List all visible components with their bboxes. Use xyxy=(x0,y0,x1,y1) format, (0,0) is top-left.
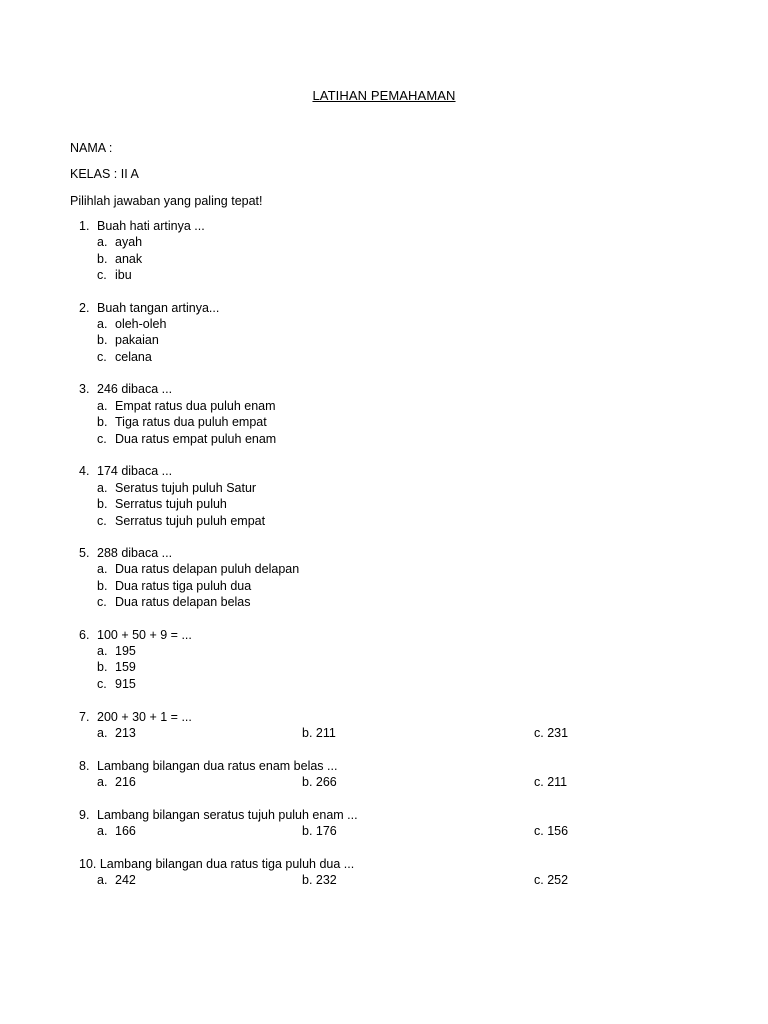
question-text: 288 dibaca ... xyxy=(97,546,173,560)
option-c: c. 252 xyxy=(534,873,569,887)
option-letter: a. xyxy=(97,726,108,740)
question-number: 9. xyxy=(79,808,90,822)
option-c: c. 156 xyxy=(534,824,569,838)
option-letter: c. xyxy=(97,432,107,446)
option-text: 166 xyxy=(115,824,136,838)
option-text: Serratus tujuh puluh xyxy=(115,497,227,511)
option-b: b. 266 xyxy=(302,775,337,789)
option-letter: b. xyxy=(97,660,108,674)
question-number: 6. xyxy=(79,628,90,642)
option-letter: a. xyxy=(97,775,108,789)
option-letter: a. xyxy=(97,562,108,576)
option-text: Dua ratus delapan puluh delapan xyxy=(115,562,300,576)
option-b: b. 211 xyxy=(302,726,336,740)
option-text: Dua ratus tiga puluh dua xyxy=(115,579,252,593)
option-text: oleh-oleh xyxy=(115,317,167,331)
option-text: 213 xyxy=(115,726,136,740)
option-b: b. 232 xyxy=(302,873,337,887)
option-text: ayah xyxy=(115,235,143,249)
option-letter: c. xyxy=(97,350,107,364)
option-letter: a. xyxy=(97,317,108,331)
option-letter: a. xyxy=(97,399,108,413)
option-text: anak xyxy=(115,252,143,266)
option-text: celana xyxy=(115,350,152,364)
question-text: 200 + 30 + 1 = ... xyxy=(97,710,192,724)
instruction-text: Pilihlah jawaban yang paling tepat! xyxy=(70,194,263,208)
option-letter: b. xyxy=(97,252,108,266)
option-text: Dua ratus empat puluh enam xyxy=(115,432,277,446)
question-number: 8. xyxy=(79,759,90,773)
option-b: b. 176 xyxy=(302,824,337,838)
question-number: 4. xyxy=(79,464,90,478)
class-field-label: KELAS : II A xyxy=(70,167,139,181)
option-letter: c. xyxy=(97,268,107,282)
option-letter: b. xyxy=(97,415,108,429)
option-text: 242 xyxy=(115,873,136,887)
option-text: Seratus tujuh puluh Satur xyxy=(115,481,257,495)
name-field-label: NAMA : xyxy=(70,141,113,155)
page-title: LATIHAN PEMAHAMAN xyxy=(312,88,456,103)
option-text: 915 xyxy=(115,677,136,691)
question-text: 10. Lambang bilangan dua ratus tiga puluh dua ... xyxy=(79,857,355,871)
option-letter: c. xyxy=(97,677,107,691)
option-text: Dua ratus delapan belas xyxy=(115,595,251,609)
option-text: pakaian xyxy=(115,333,159,347)
question-text: Lambang bilangan seratus tujuh puluh enam ... xyxy=(97,808,358,822)
question-text: 100 + 50 + 9 = ... xyxy=(97,628,192,642)
option-text: 216 xyxy=(115,775,136,789)
question-number: 7. xyxy=(79,710,90,724)
question-text: 246 dibaca ... xyxy=(97,382,173,396)
option-letter: b. xyxy=(97,497,108,511)
option-letter: a. xyxy=(97,824,108,838)
option-c: c. 231 xyxy=(534,726,569,740)
option-c: c. 211 xyxy=(534,775,568,789)
option-text: 195 xyxy=(115,644,136,658)
option-letter: a. xyxy=(97,873,108,887)
question-number: 1. xyxy=(79,219,90,233)
option-letter: c. xyxy=(97,514,107,528)
question-text: 174 dibaca ... xyxy=(97,464,173,478)
option-text: Empat ratus dua puluh enam xyxy=(115,399,276,413)
question-number: 2. xyxy=(79,301,90,315)
option-letter: a. xyxy=(97,481,108,495)
option-text: ibu xyxy=(115,268,132,282)
option-text: Serratus tujuh puluh empat xyxy=(115,514,266,528)
question-number: 5. xyxy=(79,546,90,560)
option-letter: a. xyxy=(97,644,108,658)
question-text: Lambang bilangan dua ratus enam belas ... xyxy=(97,759,338,773)
option-letter: c. xyxy=(97,595,107,609)
option-text: 159 xyxy=(115,660,136,674)
option-letter: a. xyxy=(97,235,108,249)
option-text: Tiga ratus dua puluh empat xyxy=(115,415,267,429)
option-letter: b. xyxy=(97,333,108,347)
question-number: 3. xyxy=(79,382,90,396)
question-text: Buah tangan artinya... xyxy=(97,301,220,315)
option-letter: b. xyxy=(97,579,108,593)
question-text: Buah hati artinya ... xyxy=(97,219,205,233)
